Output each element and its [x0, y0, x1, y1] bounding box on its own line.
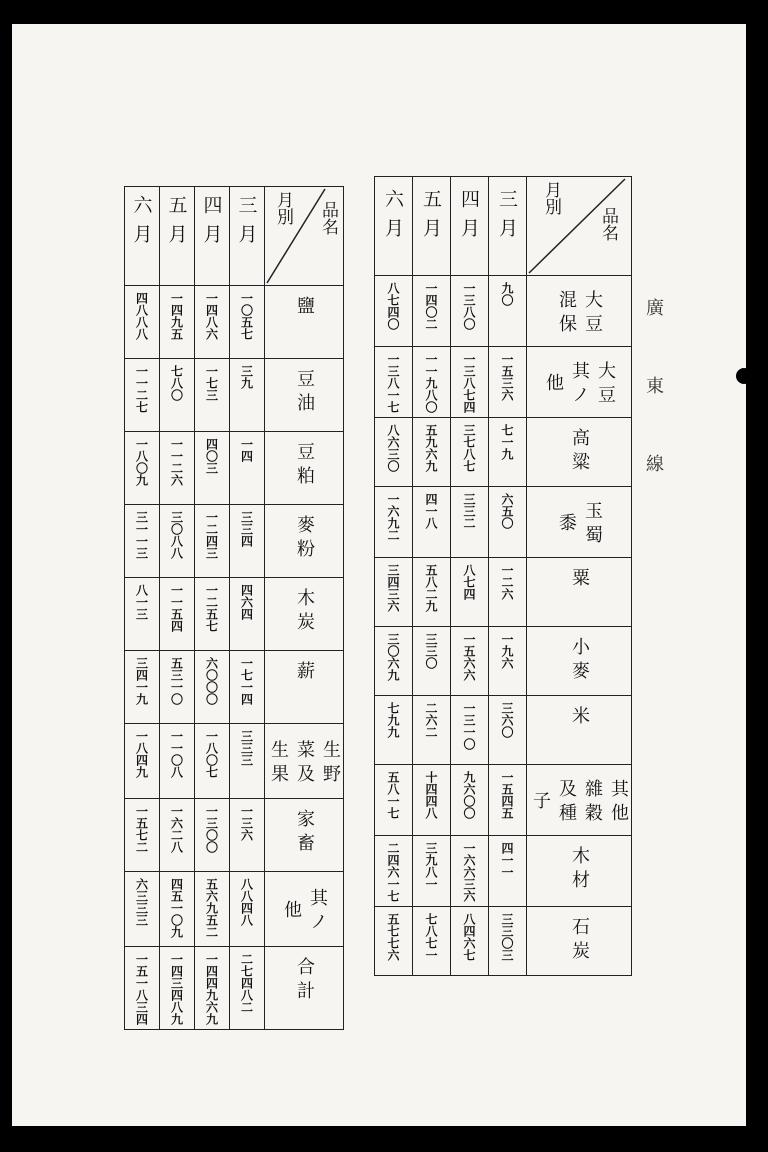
value-text: 一四四九六九: [204, 953, 219, 1025]
value-text: 一一九八〇: [424, 353, 438, 413]
item-name-cell: [265, 724, 344, 799]
value-text: 三四一九: [134, 657, 149, 705]
item-name: 豆粕: [294, 442, 315, 490]
value-text: 五八一七: [386, 771, 400, 819]
item-name: 麥粉: [294, 515, 315, 563]
value-text: 一四〇二: [424, 282, 438, 330]
value-cell: [160, 651, 195, 724]
item-name-cell: [527, 276, 632, 347]
value-text: 五七七六: [386, 913, 400, 961]
value-cell: [230, 799, 265, 872]
item-name-cell: [265, 799, 344, 872]
item-name: 豆油: [294, 369, 315, 417]
item-name-cell: [527, 765, 632, 836]
value-cell: [125, 286, 160, 359]
value-text: 四一八: [424, 493, 438, 529]
value-text: 一〇五七: [239, 292, 254, 340]
month-header: 五月: [413, 177, 451, 276]
value-text: 三三四: [239, 511, 254, 547]
corner-cell: [527, 177, 632, 276]
value-text: 五八二九: [424, 564, 438, 612]
value-cell: [160, 947, 195, 1030]
value-cell: [125, 799, 160, 872]
value-text: 一四八六: [204, 292, 219, 340]
item-name: 木材: [569, 846, 590, 894]
month-header: 六月: [375, 177, 413, 276]
value-text: 一二六: [500, 564, 514, 600]
value-cell: [413, 907, 451, 976]
value-text: 二七四八二: [239, 953, 254, 1013]
item-name: 其ノ他: [281, 888, 328, 936]
data-row: [375, 836, 632, 907]
value-cell: [125, 359, 160, 432]
data-row: [375, 347, 632, 418]
page-title: 廣東線: [643, 298, 664, 532]
value-cell: [160, 724, 195, 799]
value-text: 一四三四八九: [169, 953, 184, 1025]
value-text: 一一〇八: [169, 730, 184, 778]
binding-hole: [736, 368, 752, 384]
value-text: 一二四三: [204, 511, 219, 559]
value-cell: [413, 765, 451, 836]
value-cell: [195, 724, 230, 799]
item-name-cell: [265, 947, 344, 1030]
value-cell: [451, 907, 489, 976]
data-row: [125, 286, 344, 359]
value-text: 七八〇: [169, 365, 184, 401]
data-row: [375, 696, 632, 765]
value-text: 一四九五: [169, 292, 184, 340]
item-name: 米: [569, 706, 590, 730]
data-row: [125, 651, 344, 724]
value-cell: [489, 627, 527, 696]
corner-cell: [265, 187, 344, 286]
value-text: 七八七一: [424, 913, 438, 961]
value-text: 三〇六九: [386, 633, 400, 681]
item-name: 鹽: [294, 296, 315, 320]
value-cell: [160, 359, 195, 432]
value-text: 八一三: [134, 584, 149, 620]
value-cell: [230, 432, 265, 505]
item-name: 木炭: [294, 588, 315, 636]
value-text: 二四六一七: [386, 842, 400, 902]
value-cell: [160, 286, 195, 359]
item-name: 石炭: [569, 917, 590, 965]
item-name-cell: [527, 836, 632, 907]
item-name-cell: [265, 872, 344, 947]
value-cell: [195, 651, 230, 724]
item-name-cell: [527, 418, 632, 487]
value-text: 五九六九: [424, 424, 438, 472]
item-name: 大豆 其ノ他: [543, 361, 616, 409]
value-cell: [375, 907, 413, 976]
value-cell: [413, 696, 451, 765]
value-text: 一三八七四: [462, 353, 476, 413]
value-cell: [195, 578, 230, 651]
item-name: 高粱: [569, 428, 590, 476]
value-cell: [489, 558, 527, 627]
value-cell: [230, 359, 265, 432]
value-text: 一八〇七: [204, 730, 219, 778]
value-text: 八八四八: [239, 878, 254, 926]
value-cell: [451, 487, 489, 558]
value-cell: [489, 276, 527, 347]
item-name-cell: [265, 359, 344, 432]
value-text: 一四: [239, 438, 254, 462]
month-header: 五月: [160, 187, 195, 286]
data-row: [125, 505, 344, 578]
value-text: 一六二八: [169, 805, 184, 853]
value-cell: [451, 558, 489, 627]
value-cell: [125, 505, 160, 578]
value-text: 四〇三: [204, 438, 219, 474]
value-text: 四六四: [239, 584, 254, 620]
value-text: 三九: [239, 365, 254, 389]
value-text: 八七四〇: [386, 282, 400, 330]
value-cell: [160, 872, 195, 947]
value-text: 一七一四: [239, 657, 254, 705]
value-cell: [125, 947, 160, 1030]
value-text: 一三八一七: [386, 353, 400, 413]
item-name-cell: [265, 432, 344, 505]
value-text: 三七八七: [462, 424, 476, 472]
value-text: 一三〇〇: [204, 805, 219, 853]
value-cell: [125, 578, 160, 651]
value-text: 四五一〇九: [169, 878, 184, 938]
item-name-cell: [527, 696, 632, 765]
value-cell: [413, 487, 451, 558]
value-cell: [375, 765, 413, 836]
value-cell: [195, 872, 230, 947]
item-name-cell: [265, 651, 344, 724]
item-name: 家畜: [294, 809, 315, 857]
item-name-cell: [527, 627, 632, 696]
right-table: [374, 176, 632, 976]
month-header: 四月: [195, 187, 230, 286]
value-cell: [375, 276, 413, 347]
item-name-cell: [527, 347, 632, 418]
data-row: [375, 487, 632, 558]
data-row: [125, 947, 344, 1030]
value-text: 一一五四: [169, 584, 184, 632]
corner-month-label: 月別: [541, 181, 561, 215]
item-name: 大豆 混保: [556, 290, 603, 338]
value-text: 六五〇: [500, 493, 514, 529]
value-cell: [230, 651, 265, 724]
value-cell: [230, 578, 265, 651]
value-cell: [375, 487, 413, 558]
data-row: [375, 765, 632, 836]
corner-item-label: 品名: [598, 207, 618, 241]
item-name: 玉蜀黍: [556, 501, 603, 549]
data-row: [125, 799, 344, 872]
value-text: 一五四五: [500, 771, 514, 819]
value-text: 一五三六: [500, 353, 514, 401]
value-cell: [125, 872, 160, 947]
value-text: 三六〇: [500, 702, 514, 738]
value-text: 二六二: [424, 702, 438, 738]
value-cell: [489, 696, 527, 765]
left-header-row: [125, 187, 344, 286]
value-cell: [230, 505, 265, 578]
data-row: [125, 578, 344, 651]
value-text: 八六三〇: [386, 424, 400, 472]
value-cell: [489, 347, 527, 418]
data-row: [375, 558, 632, 627]
value-text: 七一九: [500, 424, 514, 460]
value-cell: [160, 432, 195, 505]
item-name: 生野菜及生果: [268, 740, 341, 788]
value-cell: [489, 907, 527, 976]
value-cell: [230, 947, 265, 1030]
value-cell: [195, 432, 230, 505]
value-text: 一三一〇: [462, 702, 476, 750]
value-cell: [375, 558, 413, 627]
value-cell: [489, 418, 527, 487]
month-header: 六月: [125, 187, 160, 286]
value-cell: [451, 276, 489, 347]
value-cell: [195, 947, 230, 1030]
value-text: 一五一八三四: [134, 953, 149, 1025]
value-text: 一八四九: [134, 730, 149, 778]
value-cell: [375, 347, 413, 418]
value-text: 一六六三六: [462, 842, 476, 902]
value-text: 三四三六: [386, 564, 400, 612]
item-name-cell: [527, 487, 632, 558]
value-text: 七九九: [386, 702, 400, 738]
corner-month-label: 月別: [273, 191, 293, 225]
value-cell: [413, 347, 451, 418]
month-header: 三月: [230, 187, 265, 286]
item-name-cell: [265, 578, 344, 651]
value-cell: [489, 836, 527, 907]
value-text: 一六九二: [386, 493, 400, 541]
item-name-cell: [265, 505, 344, 578]
value-text: 一二五七: [204, 584, 219, 632]
value-cell: [160, 505, 195, 578]
value-text: 一三六: [239, 805, 254, 841]
item-name: 其他雜穀及種子: [530, 779, 629, 827]
data-row: [125, 724, 344, 799]
item-name: 合計: [294, 957, 315, 1005]
value-cell: [195, 799, 230, 872]
value-cell: [230, 872, 265, 947]
item-name-cell: [265, 286, 344, 359]
data-row: [375, 418, 632, 487]
value-text: 三三〇: [424, 633, 438, 669]
value-text: 一五七二: [134, 805, 149, 853]
item-name: 薪: [294, 661, 315, 685]
value-cell: [195, 286, 230, 359]
value-text: 一一二七: [134, 365, 149, 413]
value-text: 三三〇三: [500, 913, 514, 961]
value-text: 五六九五二: [204, 878, 219, 938]
value-text: 三〇八八: [169, 511, 184, 559]
value-text: 一一二六: [169, 438, 184, 486]
value-text: 八七四: [462, 564, 476, 600]
data-row: [375, 907, 632, 976]
data-row: [375, 276, 632, 347]
value-cell: [413, 558, 451, 627]
value-cell: [413, 276, 451, 347]
month-header: 四月: [451, 177, 489, 276]
value-cell: [451, 627, 489, 696]
value-cell: [375, 627, 413, 696]
value-text: 一八〇九: [134, 438, 149, 486]
value-cell: [451, 696, 489, 765]
right-header-row: [375, 177, 632, 276]
value-cell: [230, 286, 265, 359]
value-text: 三三三: [239, 730, 254, 766]
value-cell: [451, 836, 489, 907]
value-text: 四八八八: [134, 292, 149, 340]
value-cell: [489, 765, 527, 836]
value-text: 一三八〇: [462, 282, 476, 330]
value-cell: [413, 836, 451, 907]
value-cell: [451, 418, 489, 487]
value-cell: [375, 696, 413, 765]
value-text: 五三一〇: [169, 657, 184, 705]
value-text: 十四四八: [424, 771, 438, 819]
value-text: 一九六: [500, 633, 514, 669]
value-cell: [160, 799, 195, 872]
corner-item-label: 品名: [318, 201, 338, 235]
value-cell: [375, 836, 413, 907]
value-cell: [489, 487, 527, 558]
value-cell: [413, 627, 451, 696]
value-text: 六三三三: [134, 878, 149, 926]
value-text: 三三二: [462, 493, 476, 529]
value-cell: [375, 418, 413, 487]
value-cell: [195, 359, 230, 432]
value-text: 一五六六: [462, 633, 476, 681]
value-cell: [451, 347, 489, 418]
value-cell: [230, 724, 265, 799]
value-text: 九六〇〇: [462, 771, 476, 819]
value-text: 一七三: [204, 365, 219, 401]
value-text: 六〇〇〇: [204, 657, 219, 705]
value-text: 三一一三: [134, 511, 149, 559]
value-cell: [125, 651, 160, 724]
month-header: 三月: [489, 177, 527, 276]
item-name: 粟: [569, 568, 590, 592]
value-cell: [413, 418, 451, 487]
data-row: [375, 627, 632, 696]
value-cell: [125, 724, 160, 799]
value-cell: [125, 432, 160, 505]
item-name-cell: [527, 558, 632, 627]
left-table: [124, 186, 344, 1030]
item-name: 小麥: [569, 637, 590, 685]
item-name-cell: [527, 907, 632, 976]
value-text: 三九八一: [424, 842, 438, 890]
value-text: 九〇: [500, 282, 514, 306]
data-row: [125, 432, 344, 505]
value-text: 四一一: [500, 842, 514, 878]
value-text: 八四六七: [462, 913, 476, 961]
value-cell: [160, 578, 195, 651]
data-row: [125, 872, 344, 947]
value-cell: [195, 505, 230, 578]
value-cell: [451, 765, 489, 836]
data-row: [125, 359, 344, 432]
